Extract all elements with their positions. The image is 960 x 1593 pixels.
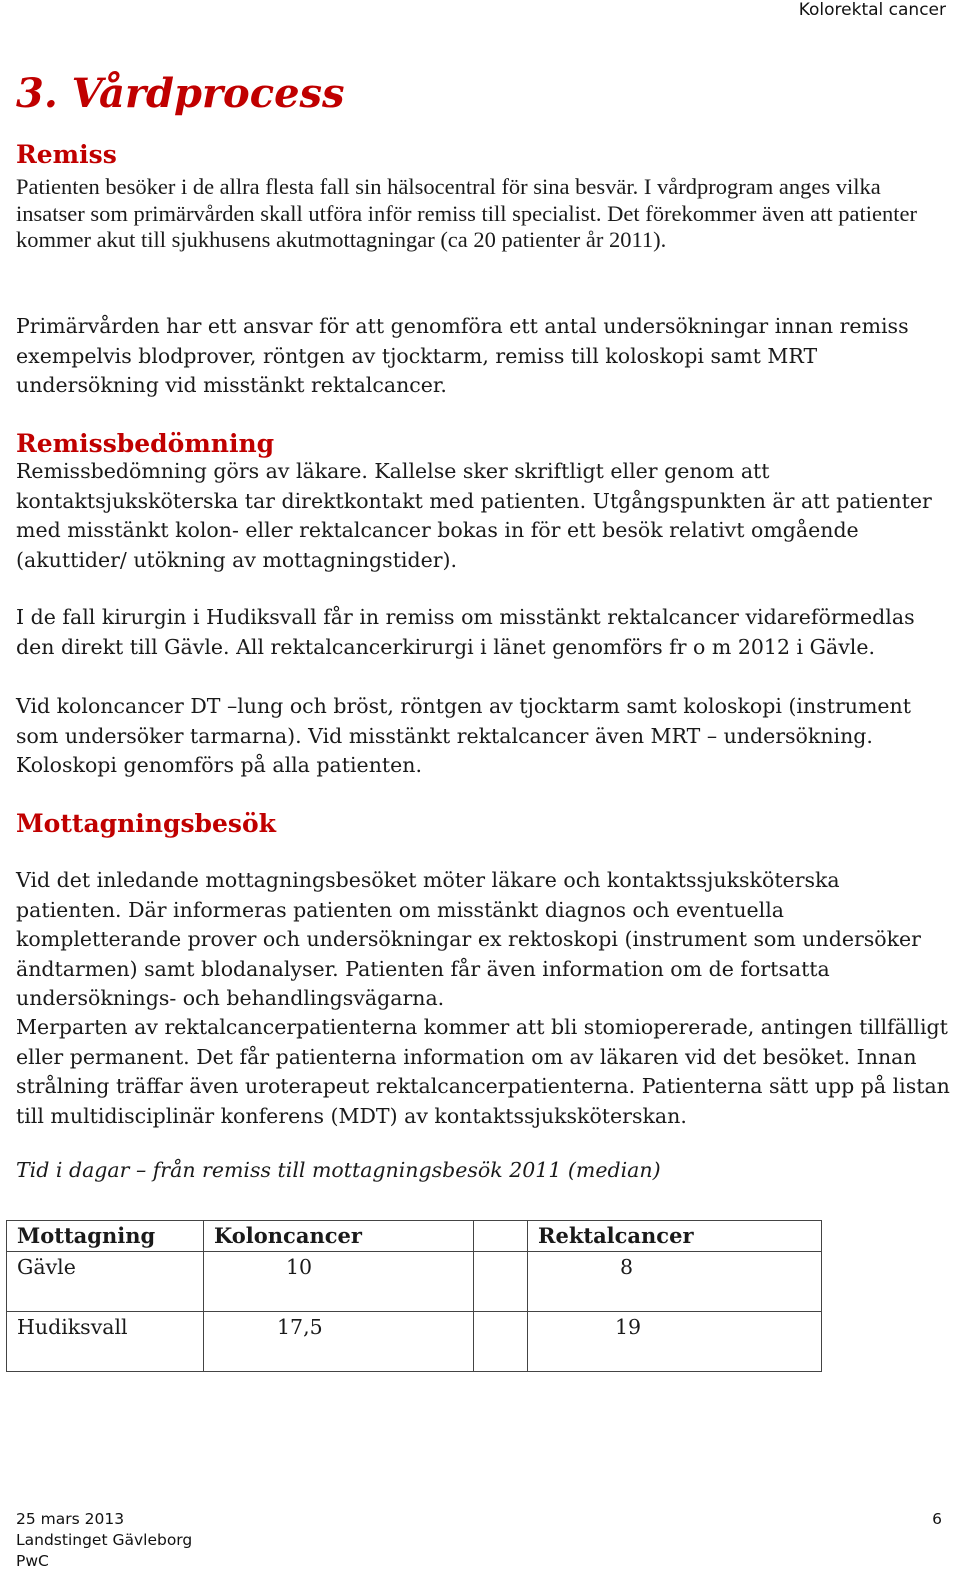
wait-time-table [6,1220,822,1372]
chapter-title: 3. Vårdprocess [16,70,345,117]
table-header-cell: Rektalcancer [528,1221,822,1252]
table-cell: Gävle [7,1252,204,1312]
paragraph-remissbedomning-2: I de fall kirurgin i Hudiksvall får in remiss om misstänkt rektalcancer vidareförmedlas den direkt till Gävle. All rektalcancerkirurgi i länet genomförs fr o m 2012 i Gävle. [16,605,915,659]
table-row [7,1252,822,1312]
section-heading-remiss: Remiss [16,140,117,169]
table-header-cell: Koloncancer [204,1221,474,1252]
table-header-row [7,1221,822,1252]
table-cell: 10 [204,1252,474,1312]
table-cell: 8 [528,1252,822,1312]
table-cell: 17,5 [204,1312,474,1372]
paragraph-mottagningsbesok-2: Merparten av rektalcancerpatienterna kommer att bli stomiopererade, antingen tillfälligt eller permanent. Det får patienterna information om av läkaren vid det besöket. Innan strålning träffar även uroterapeut rektalcancerpatienterna. Patienterna sätt upp på listan till multidisciplinär konferens (MDT) av kontaktssjuksköterskan. [16,1015,950,1128]
table-cell: 19 [528,1312,822,1372]
paragraph-remiss-1: Patienten besöker i de allra flesta fall sin hälsocentral för sina besvär. I vårdprogram anges vilka insatser som primärvården skall utföra inför remiss till specialist. Det förekommer även att patienter kommer akut till sjukhusens akutmottagningar (ca 20 patienter år 2011). [16,174,917,252]
table-caption: Tid i dagar – från remiss till mottagningsbesök 2011 (median) [16,1158,661,1182]
table-spacer-cell [474,1312,528,1372]
table-row [7,1312,822,1372]
footer-organization: Landstinget Gävleborg [16,1531,193,1549]
page-number: 6 [932,1510,942,1528]
table-spacer-cell [474,1252,528,1312]
section-heading-mottagningsbesok: Mottagningsbesök [16,809,276,838]
footer-author: PwC [16,1552,49,1570]
paragraph-mottagningsbesok-1: Vid det inledande mottagningsbesöket möter läkare och kontaktssjuksköterska patienten. Där informeras patienten om misstänkt diagnos och eventuella kompletterande prover och undersökningar ex rektoskopi (instrument som undersöker ändtarmen) samt blodanalyser. Patienten får även information om de fortsatta undersöknings- och behandlingsvägarna. [16,868,921,1010]
footer-date: 25 mars 2013 [16,1510,125,1528]
table-spacer-cell [474,1221,528,1252]
paragraph-remiss-2: Primärvården har ett ansvar för att genomföra ett antal undersökningar innan remiss exempelvis blodprover, röntgen av tjocktarm, remiss till koloskopi samt MRT undersökning vid misstänkt rektalcancer. [16,314,909,397]
section-heading-remissbedomning: Remissbedömning [16,429,275,458]
footer-block [16,1509,192,1572]
paragraph-remissbedomning-3: Vid koloncancer DT –lung och bröst, röntgen av tjocktarm samt koloskopi (instrument som undersöker tarmarna). Vid misstänkt rektalcancer även MRT – undersökning. Koloskopi genomförs på alla patienten. [16,694,911,777]
table-header-cell: Mottagning [7,1221,204,1252]
paragraph-remissbedomning-1: Remissbedömning görs av läkare. Kallelse sker skriftligt eller genom att kontaktsjuksköterska tar direktkontakt med patienten. Utgångspunkten är att patienter med misstänkt kolon- eller rektalcancer bokas in för ett besök relativt omgående (akuttider/ utökning av mottagningstider). [16,459,932,572]
table-cell: Hudiksvall [7,1312,204,1372]
running-header: Kolorektal cancer [798,0,946,20]
